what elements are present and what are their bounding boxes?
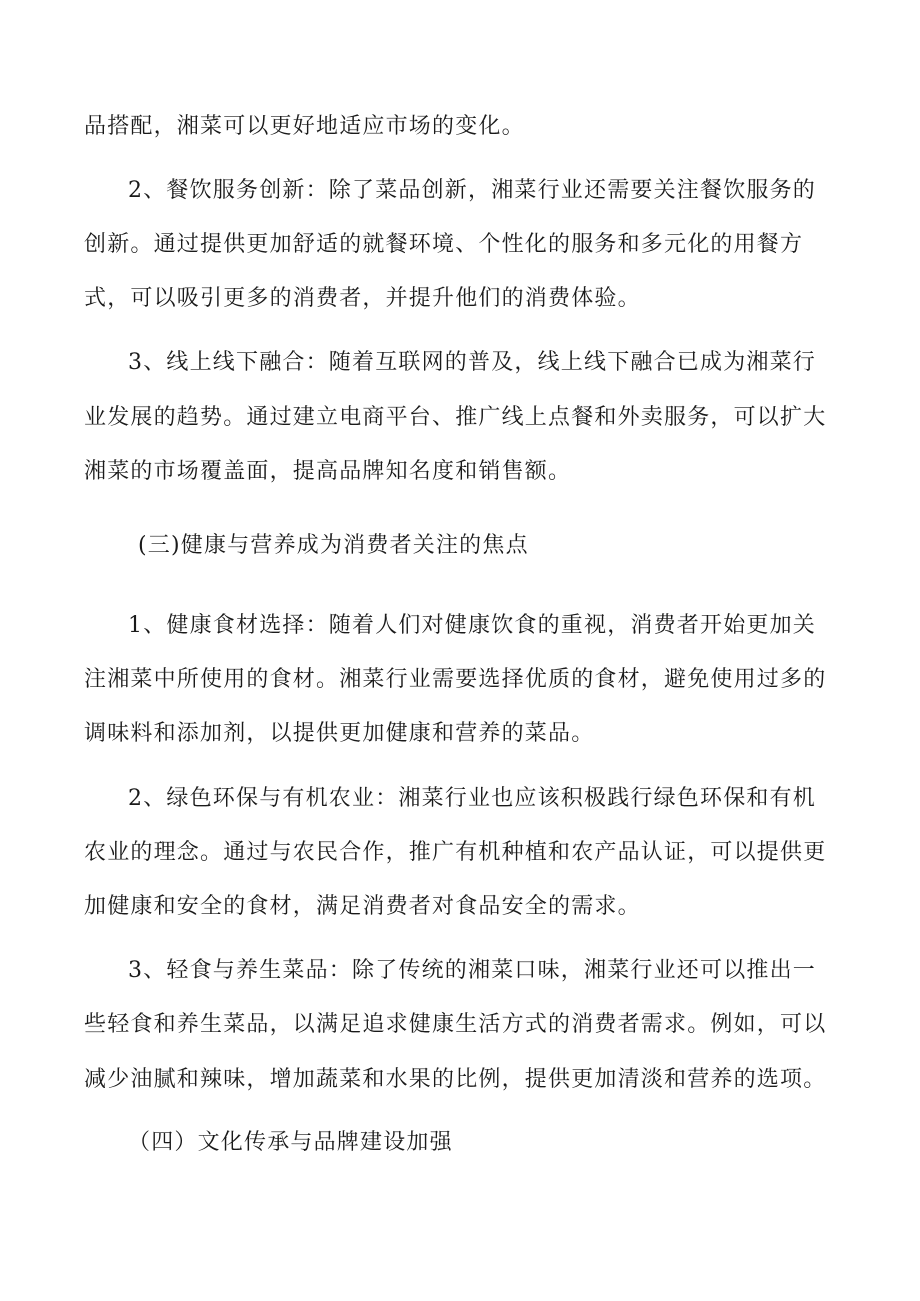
paragraph-line: 创新。通过提供更加舒适的就餐环境、个性化的服务和多元化的用餐方 (84, 232, 804, 257)
paragraph-line: 农业的理念。通过与农民合作，推广有机种植和农产品认证，可以提供更 (84, 840, 827, 865)
paragraph-line: 1、健康食材选择：随着人们对健康饮食的重视，消费者开始更加关 (128, 613, 816, 638)
paragraph-line: 3、轻食与养生菜品：除了传统的湘菜口味，湘菜行业还可以推出一 (128, 958, 816, 983)
paragraph-line: 些轻食和养生菜品，以满足追求健康生活方式的消费者需求。例如，可以 (84, 1012, 827, 1037)
paragraph-line: 品搭配，湘菜可以更好地适应市场的变化。 (84, 114, 525, 139)
paragraph-line: 2、餐饮服务创新：除了菜品创新，湘菜行业还需要关注餐饮服务的 (128, 178, 816, 203)
paragraph-line: 注湘菜中所使用的食材。湘菜行业需要选择优质的食材，避免使用过多的 (84, 667, 827, 692)
paragraph-line: 业发展的趋势。通过建立电商平台、推广线上点餐和外卖服务，可以扩大 (84, 405, 827, 430)
paragraph-line: 湘菜的市场覆盖面，提高品牌知名度和销售额。 (84, 459, 572, 484)
paragraph-line: 式，可以吸引更多的消费者，并提升他们的消费体验。 (84, 286, 641, 311)
paragraph-line: 调味料和添加剂，以提供更加健康和营养的菜品。 (84, 721, 595, 746)
paragraph-line: 2、绿色环保与有机农业：湘菜行业也应该积极践行绿色环保和有机 (128, 786, 816, 811)
paragraph-line: 加健康和安全的食材，满足消费者对食品安全的需求。 (84, 894, 641, 919)
paragraph-line: 3、线上线下融合：随着互联网的普及，线上线下融合已成为湘菜行 (128, 350, 816, 375)
paragraph-line: 减少油腻和辣味，增加蔬菜和水果的比例，提供更加清淡和营养的选项。 (84, 1067, 827, 1092)
section-heading: （四）文化传承与品牌建设加强 (128, 1130, 453, 1155)
section-heading: (三)健康与营养成为消费者关注的焦点 (138, 533, 529, 558)
